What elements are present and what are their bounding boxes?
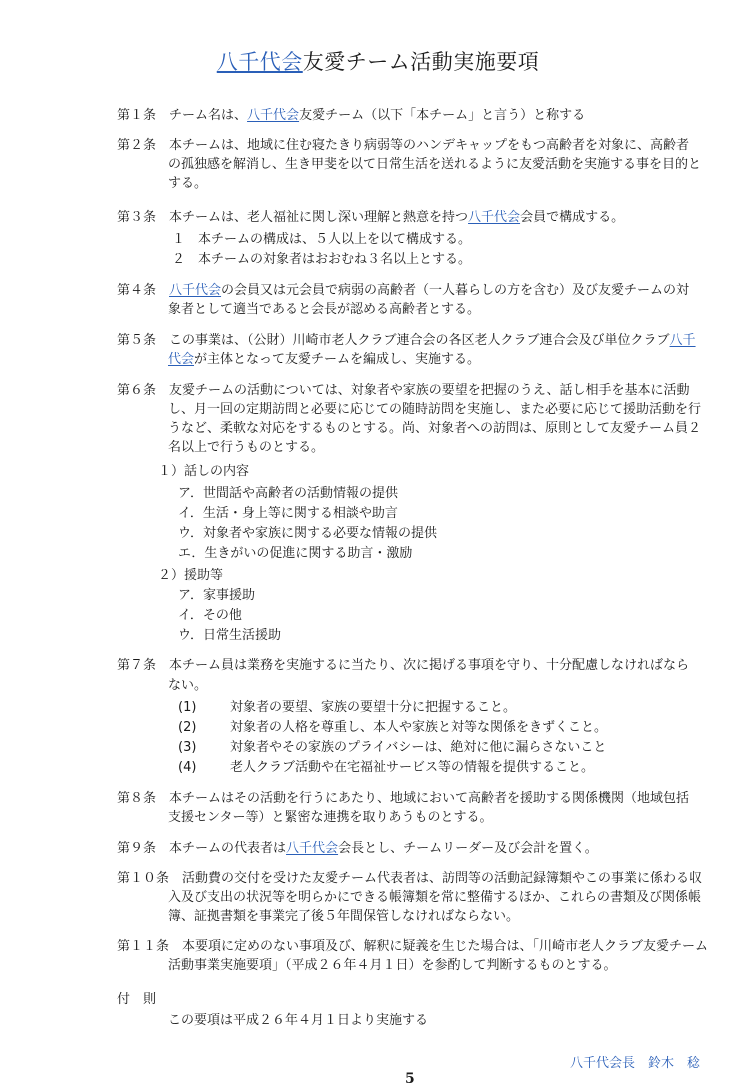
article-7-label: 第７条 <box>117 658 157 673</box>
article-11-line-1 <box>117 939 708 955</box>
article-4-line-2: 象者として適当であると会長が認める高齢者とする。 <box>168 302 481 317</box>
article-7-item <box>178 700 516 716</box>
article-3-pre: 本チームは、老人福祉に関し深い理解と熱意を持つ <box>169 210 469 225</box>
title-rest: 友愛チーム活動実施要項 <box>302 50 540 74</box>
article-9-label: 第９条 <box>117 841 157 856</box>
article-3-label: 第３条 <box>117 210 157 225</box>
article-6-item-a: ア．世間話や高齢者の活動情報の提供 <box>178 486 398 501</box>
article-7-item-num: (3) <box>178 740 197 755</box>
article-4-org: 八千代会 <box>169 283 222 298</box>
article-10-line-3: 簿、証拠書類を事業完了後５年間保管しなければならない。 <box>168 909 520 924</box>
article-6-text-1: 友愛チームの活動については、対象者や家族の要望を把握のうえ、話し相手を基本に活動 <box>169 383 690 398</box>
article-6-label: 第６条 <box>117 383 157 398</box>
article-10-line-1 <box>117 871 702 887</box>
signature: 八千代会長 鈴木 稔 <box>570 1056 701 1071</box>
article-10-label: 第１０条 <box>117 871 170 886</box>
article-6-item-d: エ．生きがいの促進に関する助言・激励 <box>178 546 413 561</box>
article-6-line-4: 名以上で行うものとする。 <box>168 440 325 455</box>
article-9 <box>117 841 598 857</box>
article-4-label: 第４条 <box>117 283 157 298</box>
article-7-item <box>178 720 607 736</box>
article-2-text-1: 本チームは、地域に住む寝たきり病弱等のハンデキャップをもつ高齢者を対象に、高齢者 <box>169 138 690 153</box>
article-8-text-1: 本チームはその活動を行うにあたり、地域において高齢者を援助する関係機関（地域包括 <box>169 791 690 806</box>
article-6-line-1 <box>117 383 690 399</box>
article-4-text-1: の会員又は元会員で病弱の高齢者（一人暮らしの方を含む）及び友愛チームの対 <box>221 283 690 298</box>
article-6-line-3: うなど、柔軟な対応をするものとする。尚、対象者への訪問は、原則として友愛チーム員２ <box>168 421 702 436</box>
article-1-org: 八千代会 <box>247 108 300 123</box>
page-number: 5 <box>405 1071 415 1087</box>
article-5-org-2: 代会 <box>168 352 195 367</box>
article-3-org: 八千代会 <box>468 210 521 225</box>
article-6-item-c: ウ．対象者や家族に関する必要な情報の提供 <box>178 526 437 541</box>
article-6-item-b: イ．生活・身上等に関する相談や助言 <box>178 506 398 521</box>
article-2-line-2: の孤独感を解消し、生き甲斐を以て日常生活を送れるように友愛活動を実施する事を目的と <box>168 157 702 172</box>
article-1-post: 友愛チーム（以下「本チーム」と言う）と称する <box>299 108 586 123</box>
article-7-item-num: (4) <box>178 760 197 775</box>
article-7-item <box>178 740 606 756</box>
article-2-label: 第２条 <box>117 138 157 153</box>
article-2-line-3: する。 <box>168 176 208 191</box>
article-7-item-num: (1) <box>178 700 197 715</box>
article-7-item-text: 対象者の要望、家族の要望十分に把握すること。 <box>230 700 517 715</box>
article-8-line-2: 支援センター等）と緊密な連携を取りあうものとする。 <box>168 810 493 825</box>
article-1 <box>117 108 585 124</box>
article-6-heading-1: １）話しの内容 <box>158 464 250 479</box>
article-11-line-2: 活動事業実施要項」（平成２６年４月１日）を参酌して判断するものとする。 <box>168 958 617 973</box>
article-3-line-1 <box>117 210 624 226</box>
article-6-heading-2: ２）援助等 <box>158 568 224 583</box>
supplementary-label: 付 則 <box>117 992 157 1007</box>
article-10-line-2: 入及び支出の状況等を明らかにできる帳簿類を常に整備するほか、これらの書類及び関係帳 <box>168 890 702 905</box>
article-7-item-text: 対象者やその家族のプライバシーは、絶対に他に漏らさないこと <box>230 740 607 755</box>
article-2-line-1 <box>117 138 689 154</box>
article-11-text-1: 本要項に定めのない事項及び、解釈に疑義を生じた場合は、「川崎市老人クラブ友愛チーム <box>182 939 709 954</box>
article-7-text-1: 本チーム員は業務を実施するに当たり、次に掲げる事項を守り、十分配慮しなければなら <box>169 658 690 673</box>
supplementary-text: この要項は平成２６年４月１日より実施する <box>168 1013 429 1028</box>
article-3-sub-2: ２ 本チームの対象者はおおむね３名以上とする。 <box>172 252 472 267</box>
article-9-post: 会長とし、チームリーダー及び会計を置く。 <box>338 841 598 856</box>
article-7-item-num: (2) <box>178 720 197 735</box>
article-5-label: 第５条 <box>117 333 157 348</box>
article-7-item <box>178 760 594 776</box>
article-5-org-1: 八千 <box>669 333 696 348</box>
article-6-item-f: イ．その他 <box>178 608 242 623</box>
article-7-item-text: 老人クラブ活動や在宅福祉サービス等の情報を提供すること。 <box>230 760 595 775</box>
article-11-label: 第１１条 <box>117 939 170 954</box>
article-4-line-1 <box>117 283 689 299</box>
article-8-label: 第８条 <box>117 791 157 806</box>
article-1-pre: チーム名は、 <box>169 108 248 123</box>
article-8-line-1 <box>117 791 689 807</box>
article-7-line-1 <box>117 658 689 674</box>
article-10-text-1: 活動費の交付を受けた友愛チーム代表者は、訪問等の活動記録簿類やこの事業に係わる収 <box>182 871 703 886</box>
article-5-text-1: この事業は、（公財）川崎市老人クラブ連合会の各区老人クラブ連合会及び単位クラブ <box>169 333 670 348</box>
article-9-pre: 本チームの代表者は <box>169 841 287 856</box>
article-6-line-2: し、月一回の定期訪問と必要に応じての随時訪問を実施し、また必要に応じて援助活動を行 <box>168 402 702 417</box>
article-6-item-g: ウ．日常生活援助 <box>178 628 281 643</box>
article-9-org: 八千代会 <box>286 841 339 856</box>
page-title <box>0 46 756 76</box>
article-3-post: 会員で構成する。 <box>520 210 625 225</box>
article-5-line-1 <box>117 333 696 349</box>
article-5-line-2 <box>168 352 480 368</box>
article-7-line-2: ない。 <box>168 678 208 693</box>
article-5-text-2: が主体となって友愛チームを編成し、実施する。 <box>194 352 481 367</box>
article-3-sub-1: １ 本チームの構成は、５人以上を以て構成する。 <box>172 232 472 247</box>
title-org: 八千代会 <box>216 50 303 74</box>
article-7-item-text: 対象者の人格を尊重し、本人や家族と対等な関係をきずくこと。 <box>230 720 608 735</box>
article-6-item-e: ア．家事援助 <box>178 588 255 603</box>
article-1-label: 第１条 <box>117 108 157 123</box>
